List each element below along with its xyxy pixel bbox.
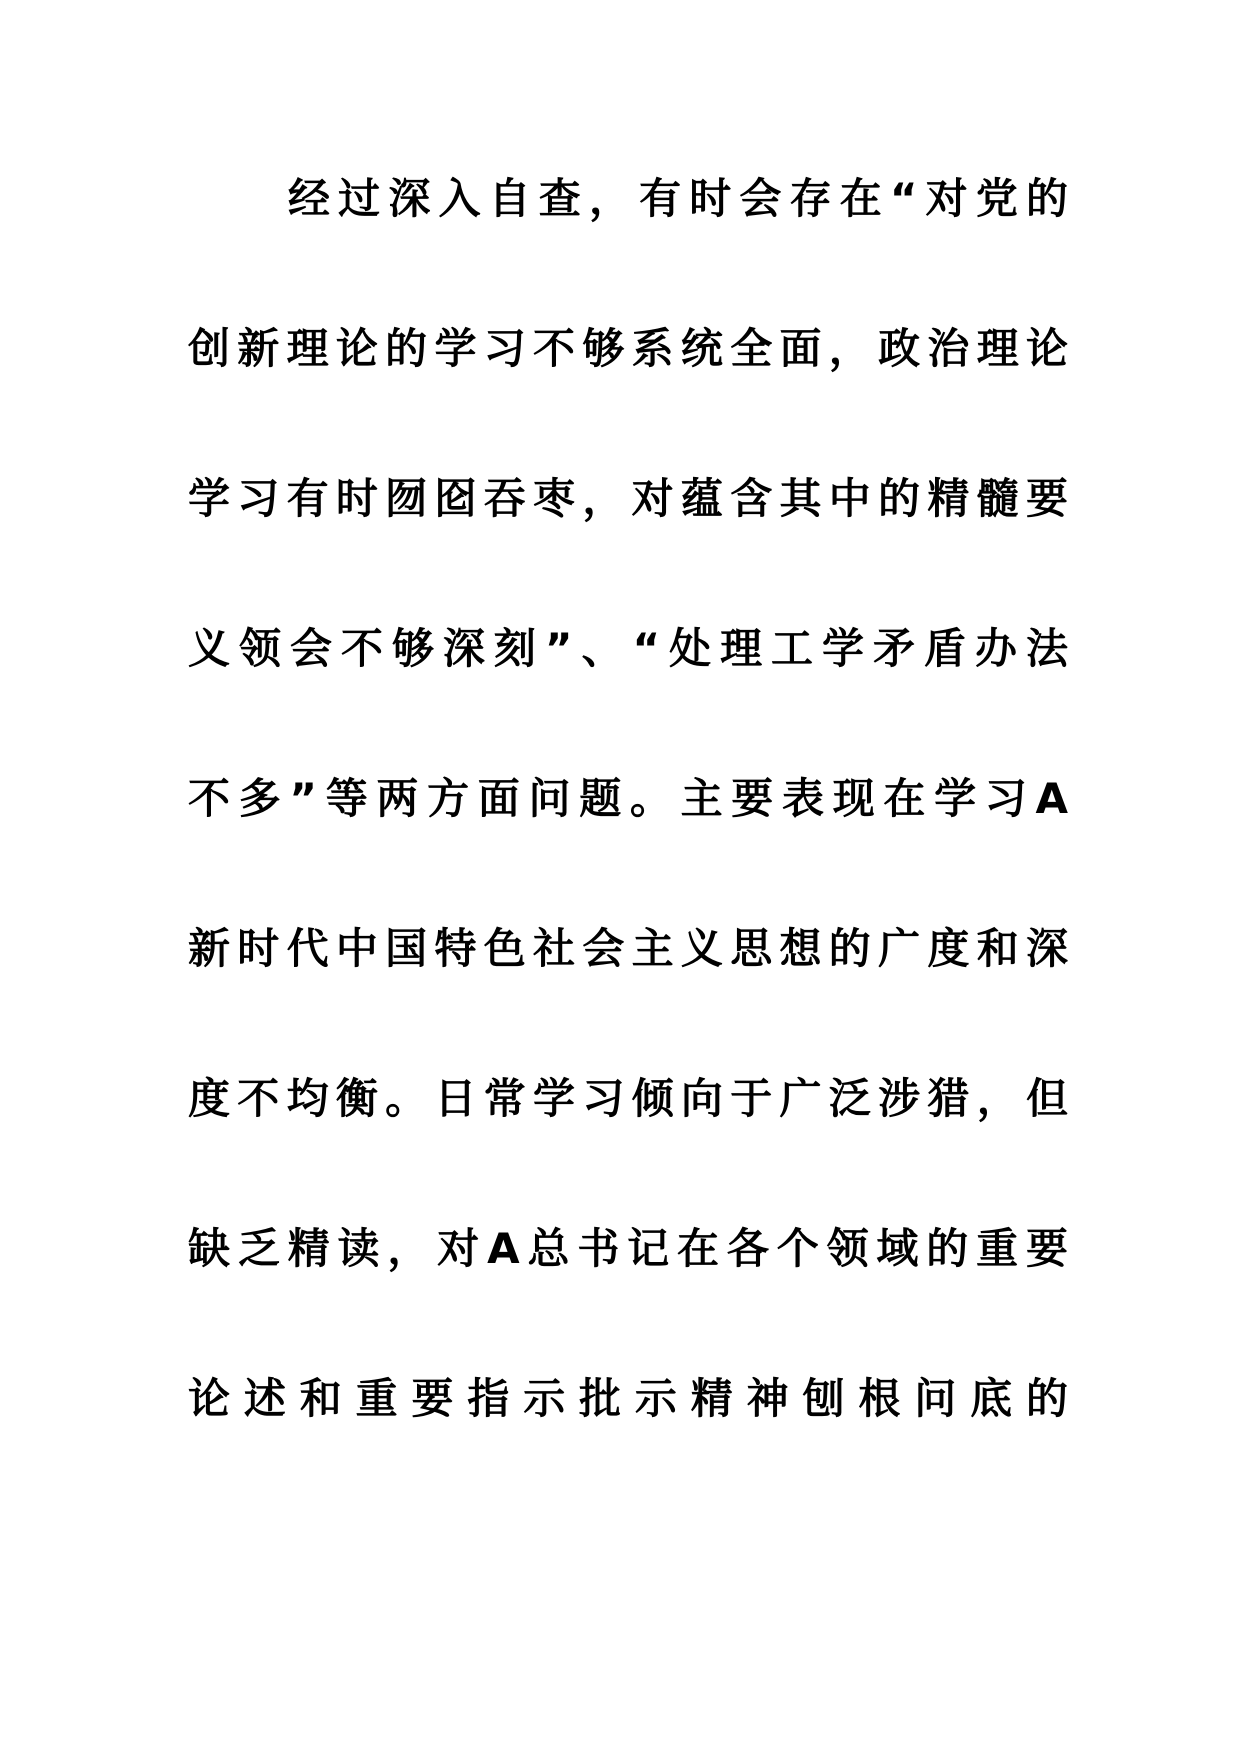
paragraph-line-8: 缺乏精读，对A总书记在各个领域的重要 bbox=[188, 1224, 1068, 1273]
paragraph-line-4: 义领会不够深刻”、“处理工学矛盾办法 bbox=[188, 624, 1068, 673]
paragraph-line-1: 经过深入自查，有时会存在“对党的 bbox=[288, 174, 1068, 223]
body-paragraph bbox=[188, 155, 1068, 1505]
paragraph-line-3: 学习有时囫囵吞枣，对蕴含其中的精髓要 bbox=[188, 474, 1068, 523]
paragraph-line-6: 新时代中国特色社会主义思想的广度和深 bbox=[188, 924, 1068, 973]
paragraph-line-2: 创新理论的学习不够系统全面，政治理论 bbox=[188, 324, 1068, 373]
paragraph-line-9: 论述和重要指示批示精神刨根问底的 bbox=[188, 1374, 1068, 1423]
paragraph-line-5: 不多”等两方面问题。主要表现在学习A bbox=[188, 774, 1068, 823]
paragraph-line-7: 度不均衡。日常学习倾向于广泛涉猎，但 bbox=[188, 1074, 1068, 1123]
